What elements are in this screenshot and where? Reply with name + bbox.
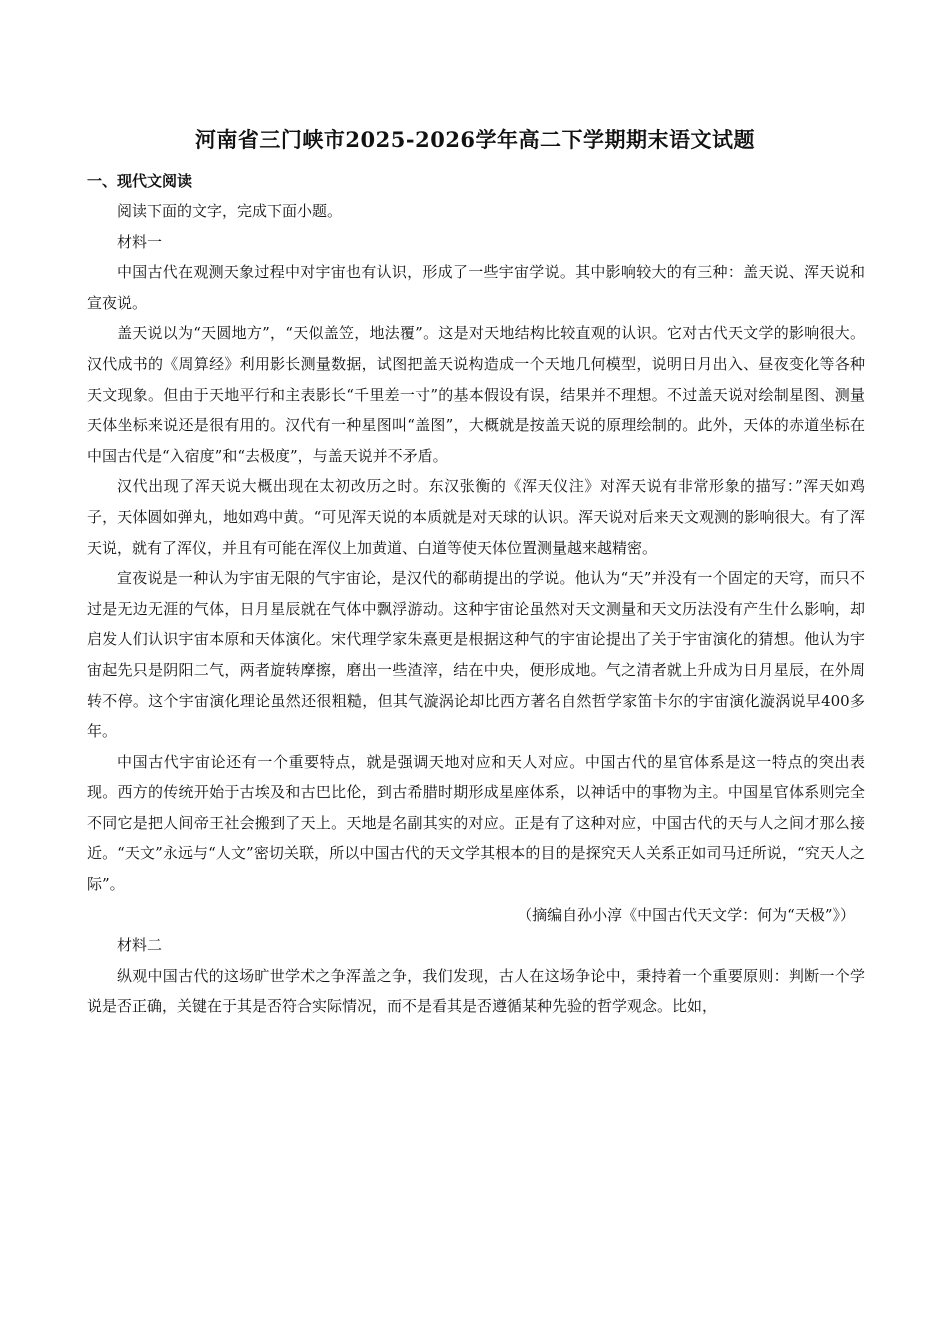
paragraph: 中国古代在观测天象过程中对宇宙也有认识，形成了一些宇宙学说。其中影响较大的有三种：盖天说、浑天说和宣夜说。	[87, 263, 865, 312]
paragraph: 纵观中国古代的这场旷世学术之争浑盖之争，我们发现，古人在这场争论中，秉持着一个重要原则：判断一个学说是否正确，关键在于其是否符合实际情况，而不是看其是否遵循某种先验的哲学观念。比如，	[87, 966, 865, 1016]
section-heading: 一、现代文阅读	[87, 172, 193, 190]
reading-passage	[87, 196, 865, 1022]
instruction-text: 阅读下面的文字，完成下面小题。	[117, 202, 343, 220]
material-label: 材料二	[117, 936, 163, 955]
paragraph: 宣夜说是一种认为宇宙无限的气宇宙论，是汉代的郗萌提出的学说。他认为“天”并没有一个固定的天穹，而只不过是无边无涯的气体，日月星辰就在气体中飘浮游动。这种宇宙论虽然对天文测量和天文历法没有产生什么影响，却启发人们认识宇宙本原和天体演化。宋代理学家朱熹更是根据这种气的宇宙论提出了关于宇宙演化的猜想。他认为宇宙起先只是阴阳二气，两者旋转摩擦，磨出一些渣滓，结在中央，便形成地。气之清者就上升成为日月星辰，在外周转不停。这个宇宙演化理论虽然还很粗糙，但其气漩涡论却比西方著名自然哲学家笛卡尔的宇宙演化漩涡说早400多年。	[87, 569, 865, 741]
document-title: 河南省三门峡市2025-2026学年高二下学期期末语文试题	[194, 127, 756, 152]
paragraph: 中国古代宇宙论还有一个重要特点，就是强调天地对应和天人对应。中国古代的星官体系是这一特点的突出表现。西方的传统开始于古埃及和古巴比伦，到古希腊时期形成星座体系，以神话中的事物为主。中国星官体系则完全不同它是把人间帝王社会搬到了天上。天地是名副其实的对应。正是有了这种对应，中国古代的天与人之间才那么接近。“天文”永远与“人文”密切关联，所以中国古代的天文学其根本的目的是探究天人关系正如司马迁所说，“究天人之际”。	[87, 752, 865, 894]
source-note: （摘编自孙小淳《中国古代天文学：何为“天极”》）	[517, 905, 855, 924]
material-label: 材料一	[117, 232, 163, 251]
paragraph: 汉代出现了浑天说大概出现在太初改历之时。东汉张衡的《浑天仪注》对浑天说有非常形象的描写：”浑天如鸡子，天体圆如弹丸，地如鸡中黄。“可见浑天说的本质就是对天球的认识。浑天说对后来天文观测的影响很大。有了浑天说，就有了浑仪，并且有可能在浑仪上加黄道、白道等使天体位置测量越来越精密。	[87, 477, 865, 557]
paragraph: 盖天说以为“天圆地方”，“天似盖笠，地法覆”。这是对天地结构比较直观的认识。它对古代天文学的影响很大。汉代成书的《周算经》利用影长测量数据，试图把盖天说构造成一个天地几何模型，说明日月出入、昼夜变化等各种天文现象。但由于天地平行和主表影长“千里差一寸”的基本假设有误，结果并不理想。不过盖天说对绘制星图、测量天体坐标来说还是很有用的。汉代有一种星图叫“盖图”，大概就是按盖天说的原理绘制的。此外，天体的赤道坐标在中国古代是“入宿度”和“去极度”，与盖天说并不矛盾。	[87, 324, 865, 465]
